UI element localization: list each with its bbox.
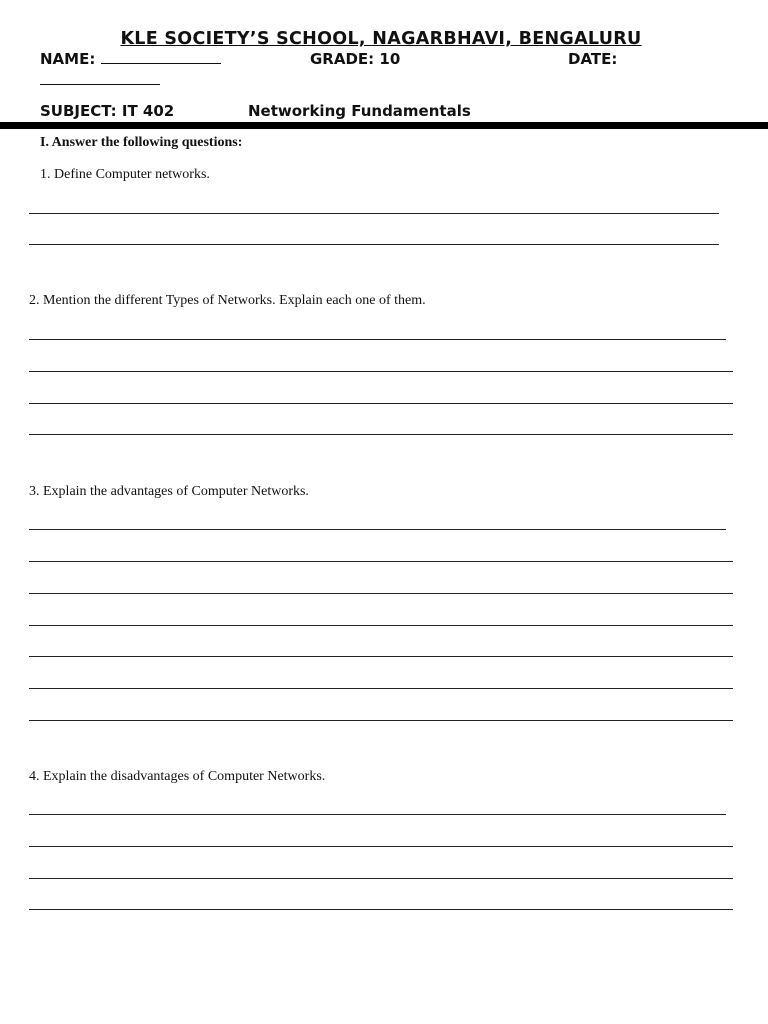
answer-line[interactable] (29, 403, 733, 404)
answer-line[interactable] (29, 814, 726, 815)
answer-line[interactable] (29, 339, 726, 340)
topic-title: Networking Fundamentals (248, 102, 471, 120)
answer-line[interactable] (29, 371, 733, 372)
answer-line[interactable] (29, 244, 719, 245)
question-3: 3. Explain the advantages of Computer Networks. (29, 484, 309, 499)
answer-line[interactable] (29, 561, 733, 562)
answer-line[interactable] (29, 625, 733, 626)
answer-line[interactable] (29, 720, 733, 721)
answer-line[interactable] (29, 909, 733, 910)
school-title: KLE SOCIETY’S SCHOOL, NAGARBHAVI, BENGALURU (120, 29, 642, 49)
answer-line[interactable] (29, 878, 733, 879)
name-field (40, 50, 221, 68)
answer-line[interactable] (29, 846, 733, 847)
answer-line[interactable] (29, 593, 733, 594)
answer-line[interactable] (29, 434, 733, 435)
header-divider (0, 122, 768, 129)
question-1: 1. Define Computer networks. (40, 167, 210, 182)
subject-label: SUBJECT: IT 402 (40, 102, 175, 120)
name-blank (101, 62, 221, 64)
answer-line[interactable] (29, 529, 726, 530)
question-4: 4. Explain the disadvantages of Computer Networks. (29, 769, 326, 784)
date-blank (40, 84, 160, 85)
answer-line[interactable] (29, 213, 719, 214)
section-heading: I. Answer the following questions: (40, 135, 243, 150)
answer-line[interactable] (29, 688, 733, 689)
date-label: DATE: (568, 50, 618, 68)
grade-label: GRADE: 10 (310, 50, 401, 68)
question-2: 2. Mention the different Types of Networks. Explain each one of them. (29, 293, 426, 308)
answer-line[interactable] (29, 656, 733, 657)
name-label: NAME: (40, 50, 96, 68)
